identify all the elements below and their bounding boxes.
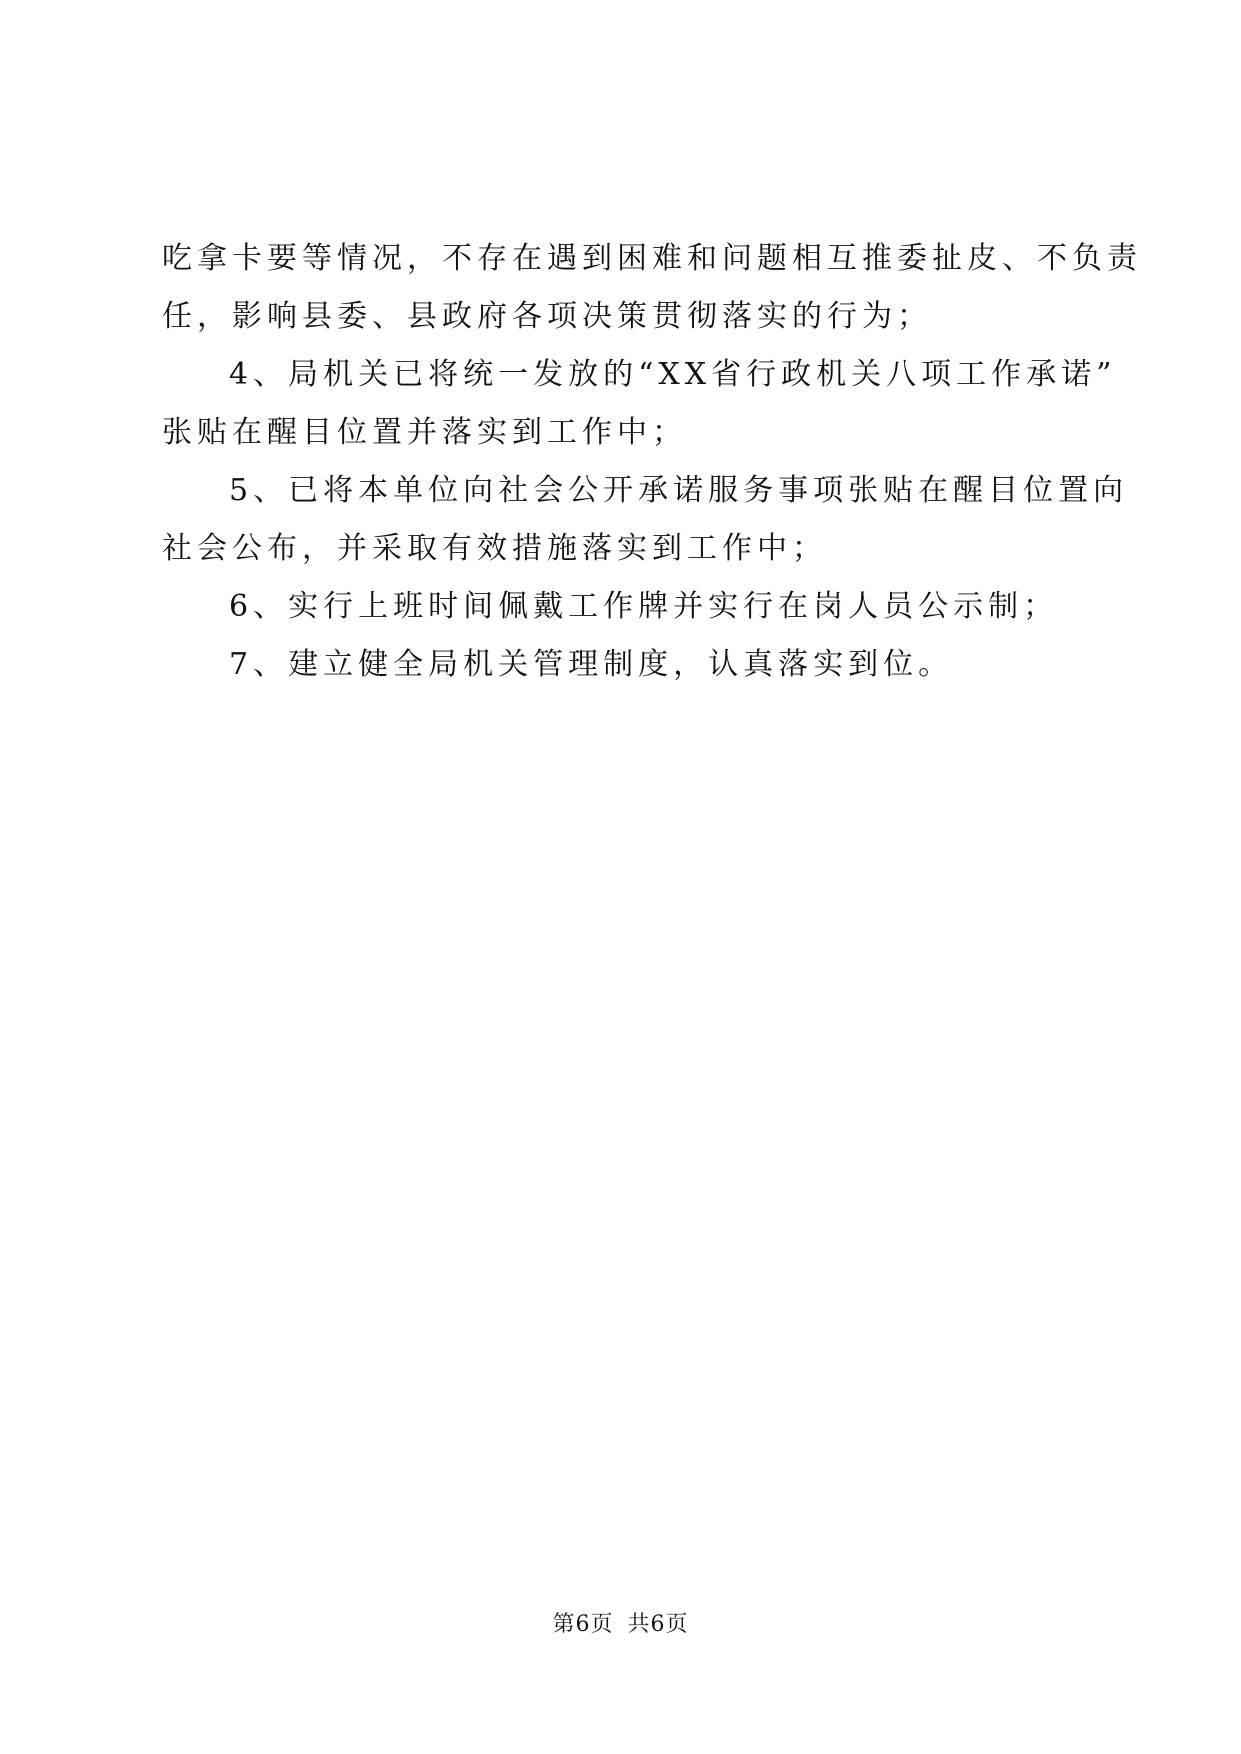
text-line: 吃拿卡要等情况，不存在遇到困难和问题相互推委扯皮、不负责	[162, 241, 1142, 276]
list-item-4: 4、局机关已将统一发放的“XX省行政机关八项工作承诺”	[229, 357, 1117, 392]
list-item-7: 7、建立健全局机关管理制度，认真落实到位。	[229, 647, 954, 682]
list-item-5: 5、已将本单位向社会公开承诺服务事项张贴在醒目位置向	[229, 473, 1129, 508]
page-number: 第6页	[552, 1612, 614, 1637]
text-line: 任，影响县委、县政府各项决策贯彻落实的行为；	[162, 299, 932, 334]
text-line: 社会公布，并采取有效措施落实到工作中；	[162, 531, 827, 566]
list-item-6: 6、实行上班时间佩戴工作牌并实行在岗人员公示制；	[229, 589, 1059, 624]
page-footer	[0, 1610, 1241, 1640]
text-line: 张贴在醒目位置并落实到工作中；	[162, 415, 687, 450]
page-total: 共6页	[627, 1612, 689, 1637]
document-body	[162, 230, 1142, 694]
